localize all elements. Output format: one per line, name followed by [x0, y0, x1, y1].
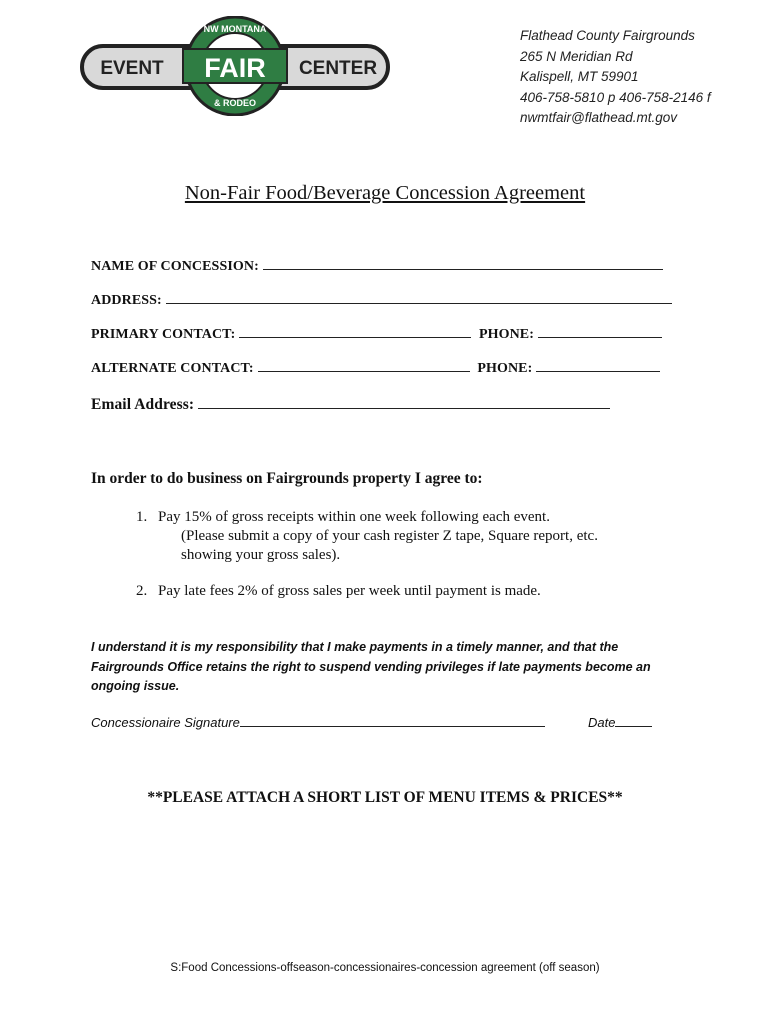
alternate-phone-label: PHONE: [477, 361, 533, 376]
address-line-3: Kalispell, MT 59901 [520, 69, 639, 84]
concession-name-input-line[interactable] [263, 257, 663, 270]
signature-row [91, 714, 545, 730]
address-label: ADDRESS: [91, 293, 162, 308]
item-2-text: Pay late fees 2% of gross sales per week until payment is made. [158, 583, 541, 599]
address-row [91, 291, 672, 309]
agreement-item-2 [136, 582, 541, 601]
email-input-line[interactable] [198, 396, 610, 409]
file-path-footer: S:Food Concessions-offseason-concessionaires-concession agreement (off season) [170, 962, 600, 974]
primary-phone-label: PHONE: [478, 327, 534, 342]
item-1-note-line-2: showing your gross sales). [181, 547, 341, 563]
signature-label: Concessionaire Signature [91, 715, 240, 730]
document-title: Non-Fair Food/Beverage Concession Agreement [184, 182, 586, 204]
item-1-text: Pay 15% of gross receipts within one week following each event. [158, 509, 550, 525]
date-row [588, 714, 652, 730]
date-label: Date [588, 715, 616, 730]
logo-center-text: CENTER [298, 58, 378, 79]
item-1-number: 1. [136, 509, 148, 525]
address-input-line[interactable] [166, 291, 672, 304]
alternate-contact-label: ALTERNATE CONTACT: [91, 361, 254, 376]
contact-address-block [520, 26, 711, 129]
alternate-phone-input-line[interactable] [536, 359, 660, 372]
attach-menu-note: **PLEASE ATTACH A SHORT LIST OF MENU ITEMS & PRICES** [147, 789, 623, 806]
event-center-logo [80, 16, 392, 116]
email-row [91, 396, 610, 414]
agreement-item-1 [136, 508, 598, 565]
address-line-2: 265 N Meridian Rd [520, 48, 633, 64]
notice-line-2: Fairgrounds Office retains the right to suspend vending privileges if late payments become an [91, 659, 651, 674]
primary-contact-label: PRIMARY CONTACT: [91, 327, 236, 342]
concession-name-row [91, 257, 663, 275]
logo-arc-top-text: NW MONTANA [203, 24, 267, 34]
responsibility-notice [91, 638, 691, 697]
alternate-contact-row [91, 359, 660, 377]
item-2-number: 2. [136, 583, 148, 599]
concession-name-label: NAME OF CONCESSION: [91, 259, 259, 274]
notice-line-1: I understand it is my responsibility that I make payments in a timely manner, and that the [91, 640, 619, 654]
date-input-line[interactable] [615, 714, 652, 727]
address-email: nwmtfair@flathead.mt.gov [520, 110, 678, 125]
logo-arc-bottom-text: & RODEO [213, 98, 257, 108]
notice-line-3: ongoing issue. [91, 679, 180, 693]
alternate-contact-input-line[interactable] [258, 359, 470, 372]
logo-fair-text: FAIR [204, 53, 266, 83]
signature-input-line[interactable] [240, 714, 545, 727]
email-label: Email Address: [91, 396, 195, 413]
logo-event-text: EVENT [100, 58, 164, 79]
address-line-4: 406-758-5810 p 406-758-2146 f [520, 89, 711, 105]
primary-contact-input-line[interactable] [239, 325, 471, 338]
primary-phone-input-line[interactable] [538, 325, 662, 338]
primary-contact-row [91, 325, 662, 343]
agreement-intro: In order to do business on Fairgrounds property I agree to: [91, 470, 483, 487]
address-line-1: Flathead County Fairgrounds [520, 28, 695, 43]
logo-since-text: Since 1923 [222, 89, 248, 95]
item-1-note-line-1: (Please submit a copy of your cash register Z tape, Square report, etc. [181, 528, 598, 544]
